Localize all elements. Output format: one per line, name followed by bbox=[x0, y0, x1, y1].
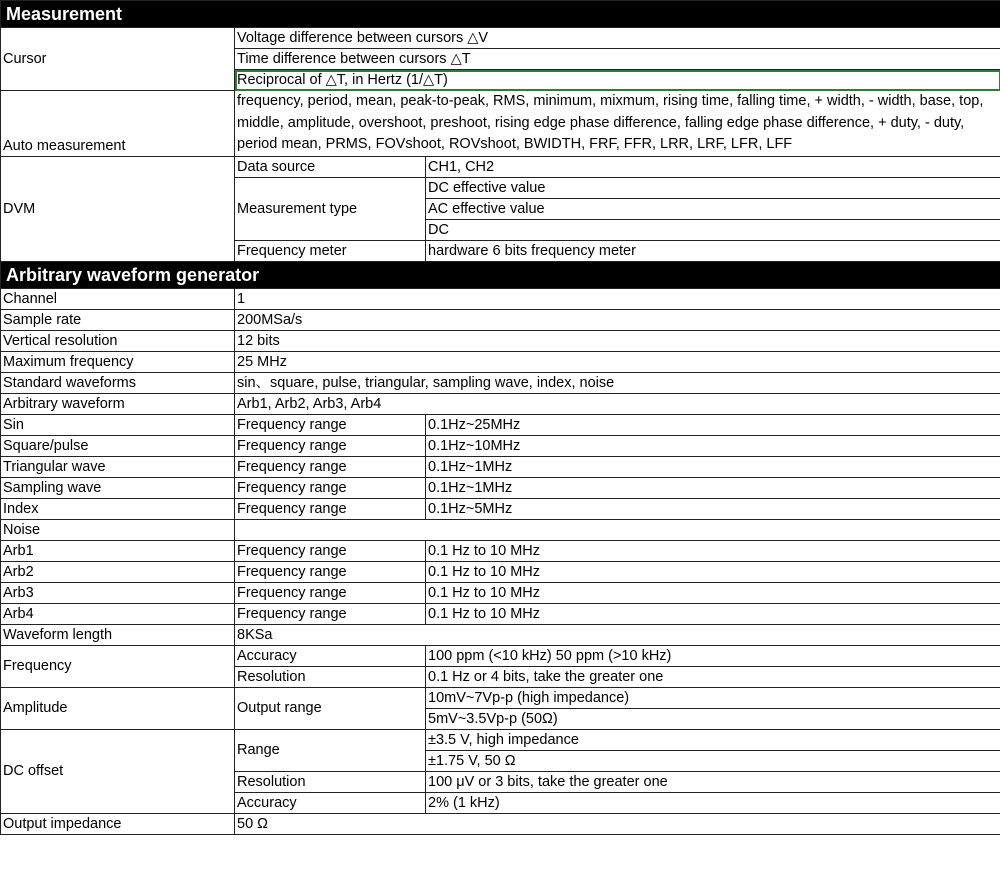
frequency-range-label: Frequency range bbox=[235, 414, 426, 435]
dc-offset-accuracy-value: 2% (1 kHz) bbox=[426, 792, 1000, 813]
spec-label: Sample rate bbox=[1, 309, 235, 330]
table-row bbox=[1, 561, 1000, 582]
dc-offset-accuracy-label: Accuracy bbox=[235, 792, 426, 813]
arb-label: Arb1 bbox=[1, 540, 235, 561]
noise-value-empty bbox=[235, 519, 1000, 540]
selected-cell[interactable]: Reciprocal of △T, in Hertz (1/△T) bbox=[235, 70, 1000, 91]
dvm-data-source-label: Data source bbox=[235, 156, 426, 177]
section-header-row bbox=[1, 1, 1000, 28]
frequency-accuracy-value: 100 ppm (<10 kHz) 50 ppm (>10 kHz) bbox=[426, 645, 1000, 666]
spec-label: Vertical resolution bbox=[1, 330, 235, 351]
waveform-length-label: Waveform length bbox=[1, 624, 235, 645]
table-row bbox=[1, 91, 1000, 157]
dvm-frequency-meter-label: Frequency meter bbox=[235, 240, 426, 261]
table-row bbox=[1, 414, 1000, 435]
frequency-range-label: Frequency range bbox=[235, 435, 426, 456]
spec-label: Standard waveforms bbox=[1, 372, 235, 393]
table-row bbox=[1, 309, 1000, 330]
table-row bbox=[1, 393, 1000, 414]
frequency-resolution-value: 0.1 Hz or 4 bits, take the greater one bbox=[426, 666, 1000, 687]
table-row bbox=[1, 645, 1000, 666]
arb-value: 0.1 Hz to 10 MHz bbox=[426, 582, 1000, 603]
cursor-label: Cursor bbox=[1, 28, 235, 91]
table-row bbox=[1, 435, 1000, 456]
arb-value: 0.1 Hz to 10 MHz bbox=[426, 561, 1000, 582]
spec-label: Arbitrary waveform bbox=[1, 393, 235, 414]
table-row bbox=[1, 330, 1000, 351]
dvm-type-value: DC effective value bbox=[426, 177, 1000, 198]
table-row bbox=[1, 540, 1000, 561]
spec-label: Channel bbox=[1, 288, 235, 309]
spec-value: 200MSa/s bbox=[235, 309, 1000, 330]
table-row bbox=[1, 351, 1000, 372]
table-row bbox=[1, 624, 1000, 645]
spec-value: 12 bits bbox=[235, 330, 1000, 351]
spec-value: 25 MHz bbox=[235, 351, 1000, 372]
dc-offset-range-label: Range bbox=[235, 729, 426, 771]
auto-measurement-label: Auto measurement bbox=[1, 91, 235, 157]
section-header-row bbox=[1, 261, 1000, 288]
output-impedance-value: 50 Ω bbox=[235, 813, 1000, 834]
frequency-accuracy-label: Accuracy bbox=[235, 645, 426, 666]
dvm-frequency-meter-value: hardware 6 bits frequency meter bbox=[426, 240, 1000, 261]
dvm-measurement-type-label: Measurement type bbox=[235, 177, 426, 240]
table-row bbox=[1, 498, 1000, 519]
section-title-measurement: Measurement bbox=[1, 1, 1000, 28]
cursor-item: Time difference between cursors △T bbox=[235, 49, 1000, 70]
frequency-resolution-label: Resolution bbox=[235, 666, 426, 687]
table-row bbox=[1, 288, 1000, 309]
dc-offset-label: DC offset bbox=[1, 729, 235, 813]
wave-value: 0.1Hz~5MHz bbox=[426, 498, 1000, 519]
spec-label: Maximum frequency bbox=[1, 351, 235, 372]
spec-value: Arb1, Arb2, Arb3, Arb4 bbox=[235, 393, 1000, 414]
table-row bbox=[1, 519, 1000, 540]
amplitude-output-range-label: Output range bbox=[235, 687, 426, 729]
dvm-type-value: AC effective value bbox=[426, 198, 1000, 219]
dvm-label: DVM bbox=[1, 156, 235, 261]
arb-label: Arb3 bbox=[1, 582, 235, 603]
section-title-awg: Arbitrary waveform generator bbox=[1, 261, 1000, 288]
wave-label: Sin bbox=[1, 414, 235, 435]
table-row bbox=[1, 582, 1000, 603]
amplitude-label: Amplitude bbox=[1, 687, 235, 729]
arb-value: 0.1 Hz to 10 MHz bbox=[426, 603, 1000, 624]
table-row bbox=[1, 687, 1000, 708]
dc-offset-resolution-value: 100 μV or 3 bits, take the greater one bbox=[426, 771, 1000, 792]
dc-offset-range-value: ±3.5 V, high impedance bbox=[426, 729, 1000, 750]
table-row bbox=[1, 28, 1000, 49]
amplitude-value: 5mV~3.5Vp-p (50Ω) bbox=[426, 708, 1000, 729]
table-row bbox=[1, 372, 1000, 393]
auto-measurement-value: frequency, period, mean, peak-to-peak, RMS, minimum, mixmum, rising time, falling time, + width, - width, base, top, middle, amplitude, overshoot, preshoot, rising edge phase difference, falling edge phase difference, + duty, - duty, period mean, PRMS, FOVshoot, ROVshoot, BWIDTH, FRF, FFR, LRR, LRF, LFR, LFF bbox=[235, 91, 1000, 157]
output-impedance-label: Output impedance bbox=[1, 813, 235, 834]
table-row bbox=[1, 477, 1000, 498]
table-row bbox=[1, 729, 1000, 750]
dc-offset-resolution-label: Resolution bbox=[235, 771, 426, 792]
spec-value: sin、square, pulse, triangular, sampling wave, index, noise bbox=[235, 372, 1000, 393]
wave-label: Sampling wave bbox=[1, 477, 235, 498]
table-row bbox=[1, 156, 1000, 177]
wave-label: Index bbox=[1, 498, 235, 519]
wave-value: 0.1Hz~1MHz bbox=[426, 477, 1000, 498]
arb-label: Arb2 bbox=[1, 561, 235, 582]
arb-label: Arb4 bbox=[1, 603, 235, 624]
frequency-range-label: Frequency range bbox=[235, 540, 426, 561]
noise-label: Noise bbox=[1, 519, 235, 540]
table-row bbox=[1, 813, 1000, 834]
cursor-item: Voltage difference between cursors △V bbox=[235, 28, 1000, 49]
wave-label: Triangular wave bbox=[1, 456, 235, 477]
arb-value: 0.1 Hz to 10 MHz bbox=[426, 540, 1000, 561]
table-row bbox=[1, 603, 1000, 624]
waveform-length-value: 8KSa bbox=[235, 624, 1000, 645]
dvm-type-value: DC bbox=[426, 219, 1000, 240]
frequency-range-label: Frequency range bbox=[235, 561, 426, 582]
dvm-data-source-value: CH1, CH2 bbox=[426, 156, 1000, 177]
spec-value: 1 bbox=[235, 288, 1000, 309]
frequency-range-label: Frequency range bbox=[235, 582, 426, 603]
wave-label: Square/pulse bbox=[1, 435, 235, 456]
wave-value: 0.1Hz~1MHz bbox=[426, 456, 1000, 477]
frequency-range-label: Frequency range bbox=[235, 477, 426, 498]
table-row bbox=[1, 456, 1000, 477]
wave-value: 0.1Hz~25MHz bbox=[426, 414, 1000, 435]
dc-offset-range-value: ±1.75 V, 50 Ω bbox=[426, 750, 1000, 771]
frequency-label: Frequency bbox=[1, 645, 235, 687]
frequency-range-label: Frequency range bbox=[235, 603, 426, 624]
amplitude-value: 10mV~7Vp-p (high impedance) bbox=[426, 687, 1000, 708]
frequency-range-label: Frequency range bbox=[235, 456, 426, 477]
wave-value: 0.1Hz~10MHz bbox=[426, 435, 1000, 456]
frequency-range-label: Frequency range bbox=[235, 498, 426, 519]
